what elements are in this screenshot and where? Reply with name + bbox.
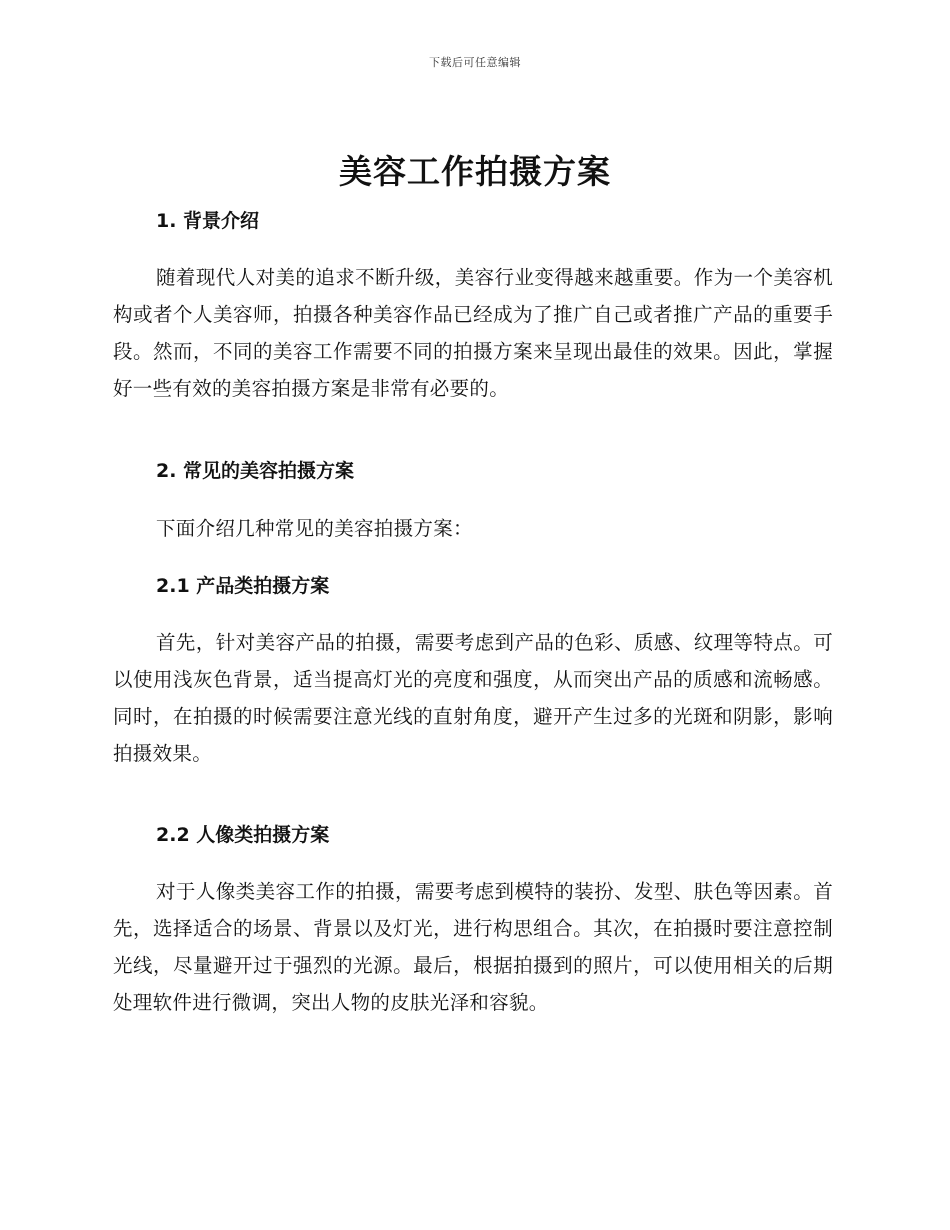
paragraph-common-plans-intro: 下面介绍几种常见的美容拍摄方案： xyxy=(156,517,473,540)
section-heading-product-shoot: 2.1 产品类拍摄方案 xyxy=(156,575,330,597)
paragraph-portrait-shoot: 对于人像类美容工作的拍摄，需要考虑到模特的装扮、发型、肤色等因素。首先，选择适合的场景、背景以及灯光，进行构思组合。其次，在拍摄时要注意控制光线，尽量避开过于强烈的光源。最后，根据拍摄到的照片，可以使用相关的后期处理软件进行微调，突出人物的皮肤光泽和容貌。 xyxy=(113,880,833,1014)
paragraph-background: 随着现代人对美的追求不断升级，美容行业变得越来越重要。作为一个美容机构或者个人美容师，拍摄各种美容作品已经成为了推广自己或者推广产品的重要手段。然而，不同的美容工作需要不同的拍摄方案来呈现出最佳的效果。因此，掌握好一些有效的美容拍摄方案是非常有必要的。 xyxy=(113,266,833,400)
document-title: 美容工作拍摄方案 xyxy=(339,152,611,191)
section-heading-background: 1. 背景介绍 xyxy=(156,210,260,232)
paragraph-product-shoot: 首先，针对美容产品的拍摄，需要考虑到产品的色彩、质感、纹理等特点。可以使用浅灰色背景，适当提高灯光的亮度和强度，从而突出产品的质感和流畅感。同时，在拍摄的时候需要注意光线的直射角度，避开产生过多的光斑和阴影，影响拍摄效果。 xyxy=(113,631,833,765)
header-note: 下载后可任意编辑 xyxy=(429,56,521,69)
section-heading-portrait-shoot: 2.2 人像类拍摄方案 xyxy=(156,824,330,846)
section-heading-common-plans: 2. 常见的美容拍摄方案 xyxy=(156,460,355,482)
